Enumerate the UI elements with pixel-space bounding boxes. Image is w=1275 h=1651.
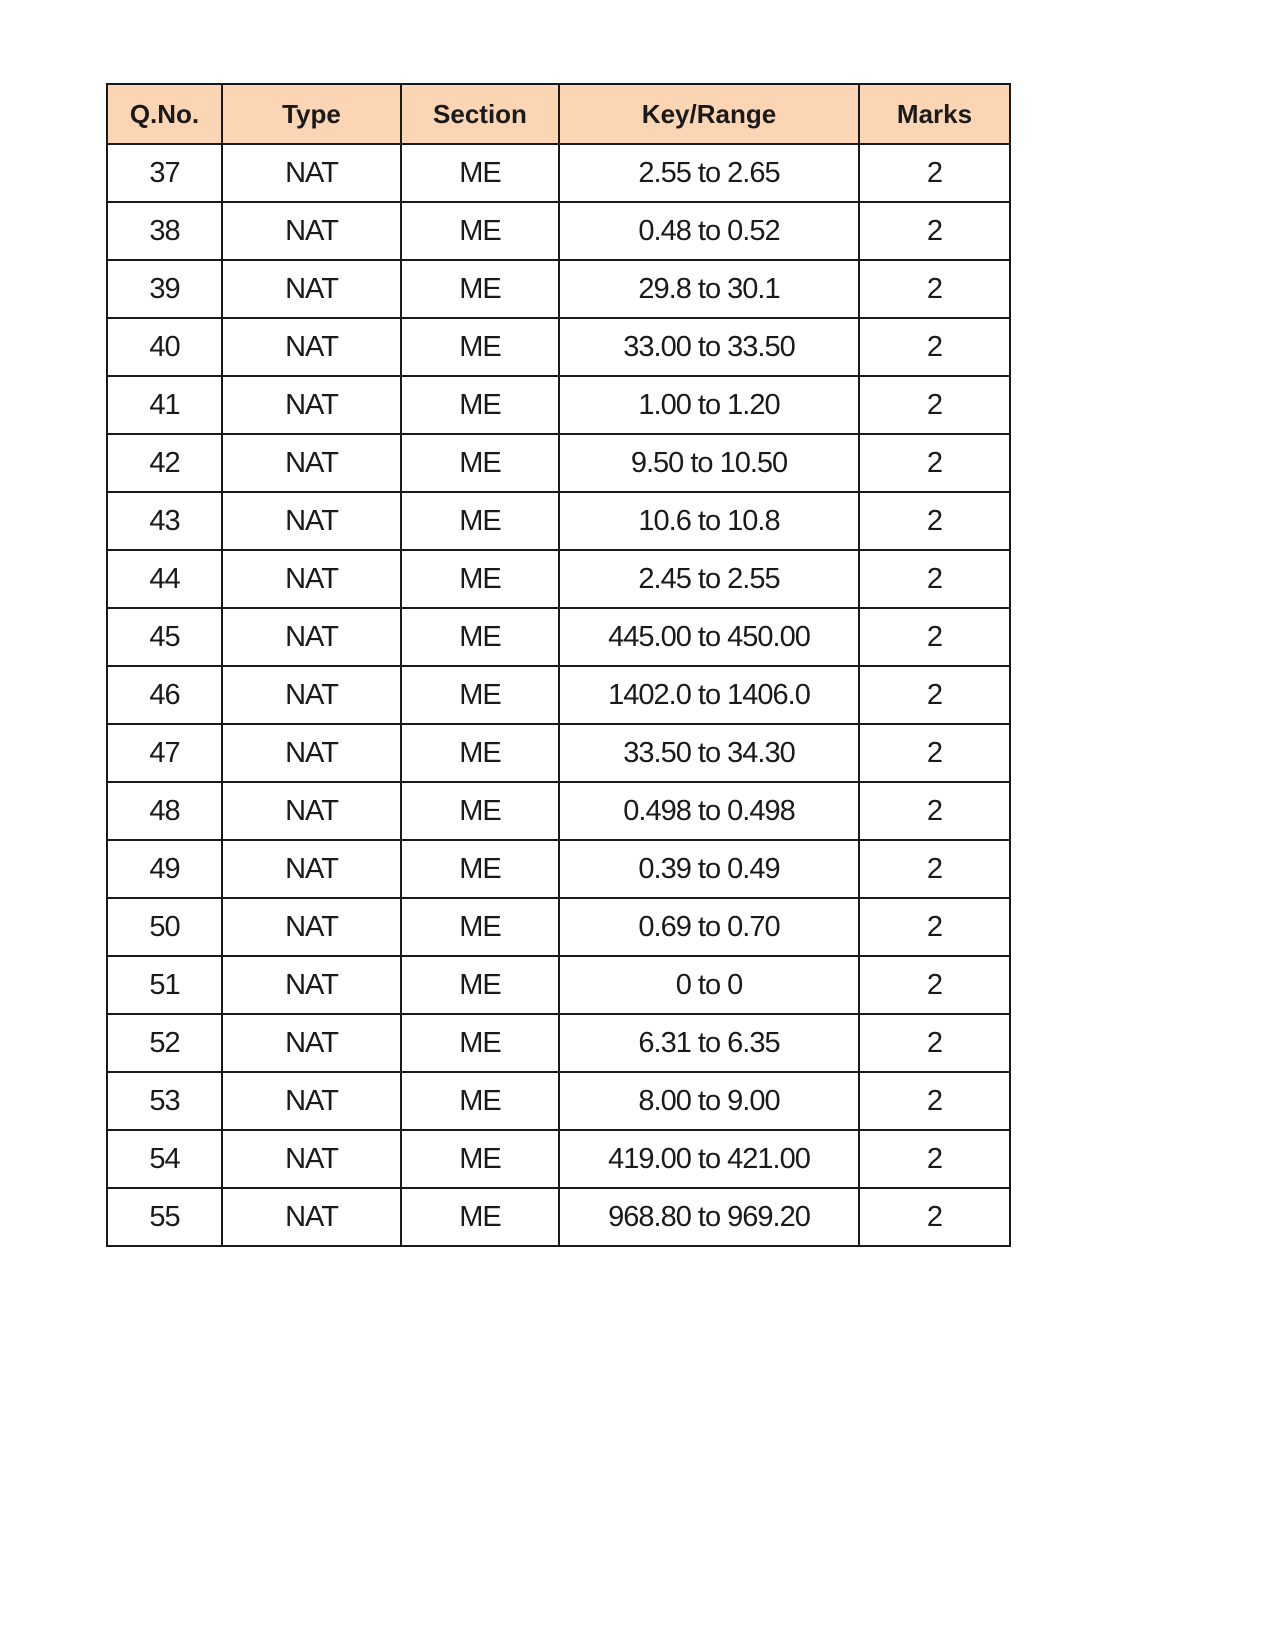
cell-qno: 44 (107, 550, 222, 608)
cell-key-range: 0.69 to 0.70 (559, 898, 859, 956)
header-section: Section (401, 84, 559, 144)
cell-section: ME (401, 260, 559, 318)
cell-marks: 2 (859, 376, 1010, 434)
cell-marks: 2 (859, 608, 1010, 666)
cell-marks: 2 (859, 666, 1010, 724)
cell-type: NAT (222, 1072, 401, 1130)
cell-marks: 2 (859, 840, 1010, 898)
table-row (107, 608, 1010, 666)
cell-qno: 51 (107, 956, 222, 1014)
cell-type: NAT (222, 898, 401, 956)
cell-key-range: 445.00 to 450.00 (559, 608, 859, 666)
table-row (107, 376, 1010, 434)
cell-type: NAT (222, 144, 401, 202)
cell-type: NAT (222, 666, 401, 724)
cell-qno: 52 (107, 1014, 222, 1072)
cell-qno: 46 (107, 666, 222, 724)
cell-section: ME (401, 956, 559, 1014)
cell-qno: 55 (107, 1188, 222, 1246)
cell-key-range: 33.00 to 33.50 (559, 318, 859, 376)
header-marks: Marks (859, 84, 1010, 144)
cell-marks: 2 (859, 550, 1010, 608)
cell-section: ME (401, 608, 559, 666)
cell-marks: 2 (859, 434, 1010, 492)
cell-qno: 37 (107, 144, 222, 202)
cell-type: NAT (222, 492, 401, 550)
table-row (107, 1072, 1010, 1130)
cell-section: ME (401, 782, 559, 840)
cell-marks: 2 (859, 1188, 1010, 1246)
cell-qno: 48 (107, 782, 222, 840)
cell-type: NAT (222, 202, 401, 260)
cell-section: ME (401, 1072, 559, 1130)
cell-qno: 40 (107, 318, 222, 376)
cell-type: NAT (222, 434, 401, 492)
cell-type: NAT (222, 1014, 401, 1072)
table-row (107, 260, 1010, 318)
cell-qno: 47 (107, 724, 222, 782)
cell-section: ME (401, 666, 559, 724)
cell-key-range: 0 to 0 (559, 956, 859, 1014)
cell-qno: 45 (107, 608, 222, 666)
cell-key-range: 968.80 to 969.20 (559, 1188, 859, 1246)
cell-key-range: 2.45 to 2.55 (559, 550, 859, 608)
cell-section: ME (401, 492, 559, 550)
table-row (107, 202, 1010, 260)
table-row (107, 144, 1010, 202)
cell-section: ME (401, 1130, 559, 1188)
table-row (107, 492, 1010, 550)
cell-type: NAT (222, 550, 401, 608)
cell-marks: 2 (859, 492, 1010, 550)
cell-qno: 49 (107, 840, 222, 898)
table-row (107, 1130, 1010, 1188)
cell-marks: 2 (859, 1130, 1010, 1188)
cell-qno: 39 (107, 260, 222, 318)
cell-section: ME (401, 434, 559, 492)
cell-qno: 38 (107, 202, 222, 260)
cell-section: ME (401, 840, 559, 898)
table-row (107, 434, 1010, 492)
cell-marks: 2 (859, 144, 1010, 202)
table-row (107, 840, 1010, 898)
cell-marks: 2 (859, 782, 1010, 840)
header-key-range: Key/Range (559, 84, 859, 144)
cell-key-range: 10.6 to 10.8 (559, 492, 859, 550)
cell-key-range: 0.48 to 0.52 (559, 202, 859, 260)
cell-key-range: 8.00 to 9.00 (559, 1072, 859, 1130)
table-row (107, 666, 1010, 724)
cell-type: NAT (222, 376, 401, 434)
answer-key-table (106, 83, 1011, 1247)
table-row (107, 724, 1010, 782)
header-row (107, 84, 1010, 144)
cell-section: ME (401, 318, 559, 376)
cell-section: ME (401, 1188, 559, 1246)
table-header (107, 84, 1010, 144)
table-row (107, 898, 1010, 956)
cell-type: NAT (222, 782, 401, 840)
cell-section: ME (401, 724, 559, 782)
cell-qno: 53 (107, 1072, 222, 1130)
table-row (107, 956, 1010, 1014)
cell-key-range: 33.50 to 34.30 (559, 724, 859, 782)
cell-section: ME (401, 1014, 559, 1072)
header-type: Type (222, 84, 401, 144)
table-row (107, 318, 1010, 376)
table-row (107, 782, 1010, 840)
cell-marks: 2 (859, 202, 1010, 260)
cell-qno: 43 (107, 492, 222, 550)
cell-type: NAT (222, 724, 401, 782)
cell-marks: 2 (859, 260, 1010, 318)
cell-marks: 2 (859, 1014, 1010, 1072)
cell-section: ME (401, 202, 559, 260)
cell-type: NAT (222, 608, 401, 666)
cell-type: NAT (222, 1188, 401, 1246)
table-row (107, 1188, 1010, 1246)
cell-section: ME (401, 144, 559, 202)
cell-key-range: 419.00 to 421.00 (559, 1130, 859, 1188)
cell-key-range: 1.00 to 1.20 (559, 376, 859, 434)
cell-qno: 54 (107, 1130, 222, 1188)
cell-key-range: 29.8 to 30.1 (559, 260, 859, 318)
cell-type: NAT (222, 1130, 401, 1188)
cell-qno: 50 (107, 898, 222, 956)
cell-marks: 2 (859, 318, 1010, 376)
header-qno: Q.No. (107, 84, 222, 144)
cell-marks: 2 (859, 898, 1010, 956)
cell-key-range: 9.50 to 10.50 (559, 434, 859, 492)
cell-type: NAT (222, 260, 401, 318)
cell-qno: 42 (107, 434, 222, 492)
cell-marks: 2 (859, 724, 1010, 782)
cell-section: ME (401, 376, 559, 434)
cell-section: ME (401, 550, 559, 608)
cell-type: NAT (222, 840, 401, 898)
cell-key-range: 2.55 to 2.65 (559, 144, 859, 202)
cell-key-range: 0.498 to 0.498 (559, 782, 859, 840)
cell-type: NAT (222, 956, 401, 1014)
cell-key-range: 0.39 to 0.49 (559, 840, 859, 898)
cell-type: NAT (222, 318, 401, 376)
table-row (107, 550, 1010, 608)
cell-marks: 2 (859, 1072, 1010, 1130)
cell-key-range: 6.31 to 6.35 (559, 1014, 859, 1072)
cell-qno: 41 (107, 376, 222, 434)
table-body (107, 144, 1010, 1246)
cell-key-range: 1402.0 to 1406.0 (559, 666, 859, 724)
table-row (107, 1014, 1010, 1072)
cell-section: ME (401, 898, 559, 956)
cell-marks: 2 (859, 956, 1010, 1014)
